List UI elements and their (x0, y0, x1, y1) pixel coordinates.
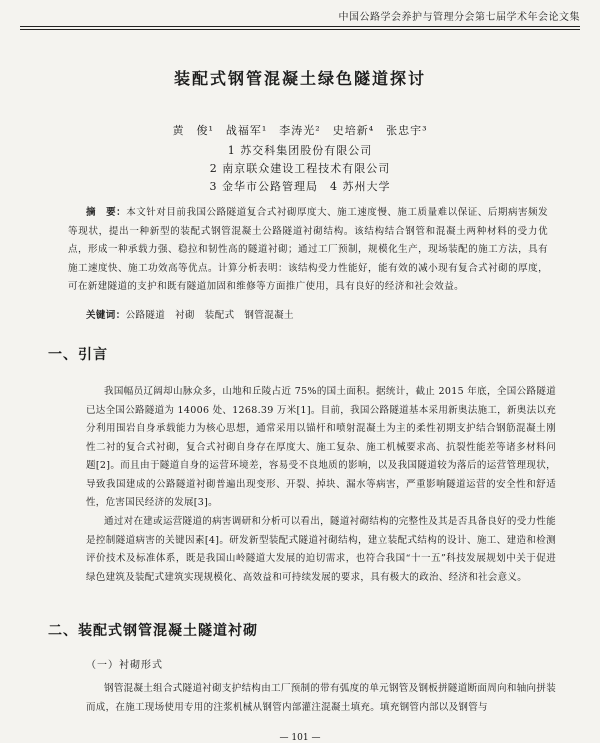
page-number: — 101 — (279, 733, 321, 743)
abstract (68, 204, 548, 297)
intro-paragraph-2: 通过对在建或运营隧道的病害调研和分析可以看出，隧道衬砌结构的完整性及其是否具备良好的受力性能是控制隧道病害的关键因素[4]。研发新型装配式隧道衬砌结构，建立装配式结构的设计、施工、建造和检测评价技术及标准体系，既是我国山岭隧道大发展的迫切需求，也符合我国“十一五”科技发展规划中关于促进绿色建筑及装配式建筑实现规模化、高效益和可持续发展的要求，具有极大的政治、经济和社会意义。 (86, 516, 556, 583)
section-2-paragraph: 钢管混凝土组合式隧道衬砌支护结构由工厂预制的带有弧度的单元钢管及钢板拼隧道断面周向和轴向拼装而成，在施工现场使用专用的注浆机械从钢管内部灌注混凝土填充。填充钢管内部以及钢管与 (86, 683, 556, 713)
keywords-text: 公路隧道 衬砌 装配式 钢管混凝土 (125, 310, 294, 321)
intro-paragraph-1: 我国幅员辽阔却山脉众多，山地和丘陵占近 75%的国土面积。据统计，截止 2015 年底，全国公路隧道已达全国公路隧道为 14006 处、1268.39 万米[1]。目前，我国公路隧道基本采用新奥法施工，新奥法以充分利用围岩自身承载能力为核心思想，通常采用以锚杆和喷射混凝土为主的柔性初期支护结合钢筋混凝土刚性二衬的复合式衬砌，复合式衬砌自身存在厚度大、施工复杂、施工机械要求高、抗裂性能差等诸多材料问题[2]。而且由于隧道自身的运营环境差，容易受不良地质的影响，以及我国隧道较为落后的运营管理现状，导致我国建成的公路隧道衬砌普遍出现变形、开裂、掉块、漏水等病害，严重影响隧道运营的安全性和舒适性，危害国民经济的发展[3]。 (86, 386, 556, 508)
running-header: 中国公路学会养护与管理分会第七届学术年会论文集 (20, 8, 580, 27)
keywords-label: 关键词： (86, 310, 126, 321)
affiliation-3: 3 金华市公路管理局 4 苏州大学 (209, 180, 391, 193)
affiliation-1: 1 苏交科集团股份有限公司 (227, 144, 373, 157)
paper-title: 装配式钢管混凝土绿色隧道探讨 (173, 69, 426, 88)
section-2-heading: 二、装配式钢管混凝土隧道衬砌 (48, 623, 258, 639)
subsection-heading: （一）衬砌形式 (86, 660, 163, 671)
abstract-label: 摘 要： (86, 207, 127, 218)
abstract-text: 本文针对目前我国公路隧道复合式衬砌厚度大、施工速度慢、施工质量难以保证、后期病害频发等现状，提出一种新型的装配式钢管混凝土公路隧道衬砌结构。该结构结合钢管和混凝土两种材料的受力优点，形成一种承载力强、稳拉和韧性高的隧道衬砌；通过工厂预制，规模化生产，现场装配的施工方法，具有施工速度快、施工功效高等优点。计算分析表明：该结构受力性能好，能有效的减小现有复合式衬砌的厚度，可在新建隧道的支护和既有隧道加固和维修等方面推广使用，具有良好的经济和社会效益。 (68, 207, 548, 292)
affiliation-2: 2 南京联众建设工程技术有限公司 (209, 162, 391, 175)
keywords (86, 307, 294, 321)
section-1-heading: 一、引言 (48, 347, 108, 363)
author-list: 黄 俊¹ 战福军¹ 李涛光² 史培新⁴ 张忠宇³ (172, 124, 428, 137)
